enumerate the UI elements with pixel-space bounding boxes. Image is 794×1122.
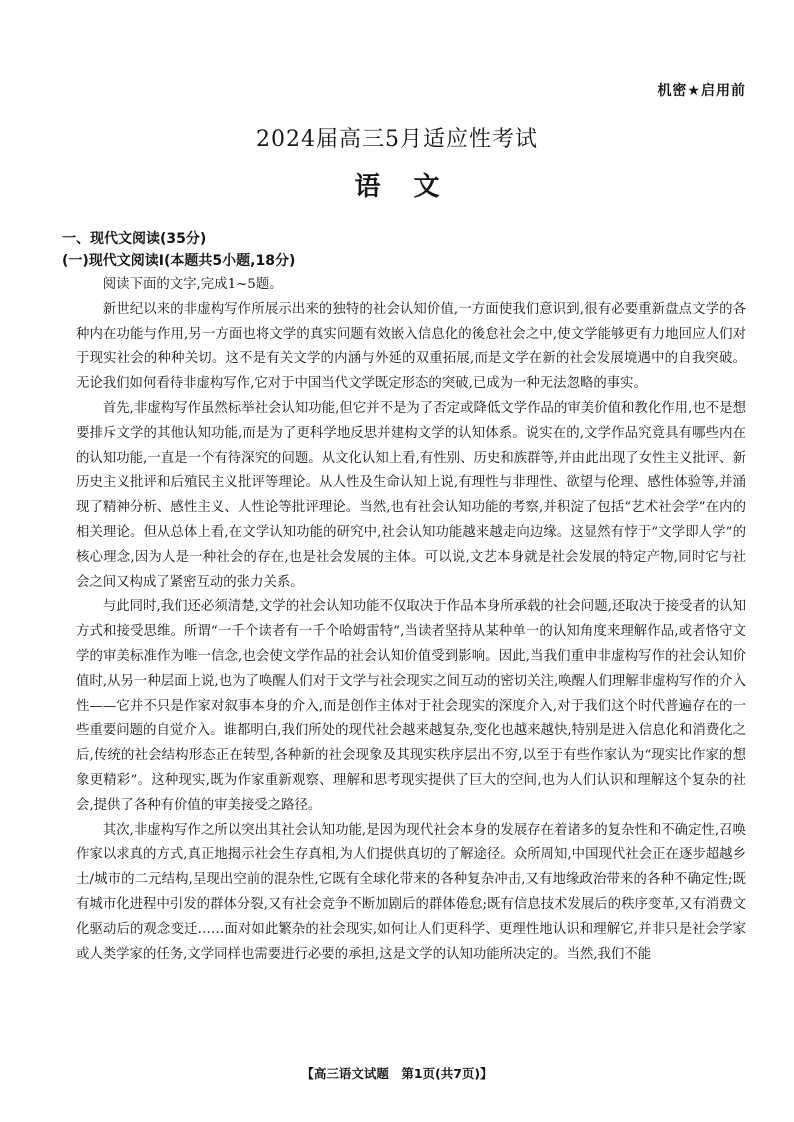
instruction-text: 阅读下面的文字,完成1~5题。: [102, 277, 283, 292]
passage-paragraph-4: 其次,非虚构写作之所以突出其社会认知功能,是因为现代社会本身的发展存在着诸多的复杂性和不确定性,召唤作家以求真的方式,真正地揭示社会生存真相,为人们提供真切的了解途径。众所周知,中国现代社会正在逐步超越乡土/城市的二元结构,呈现出空前的混杂性,它既有全球化带来的各种复杂冲击,又有地缘政治带来的各种不确定性;既有城市化进程中引发的群体分裂,又有社会竞争不断加剧后的群体倦怠;既有信息技术发展后的秩序变革,又有消费文化驱动后的观念变迁……面对如此繁杂的社会现实,如何让人们更科学、更理性地认识和理解它,并非只是社会学家或人类学家的任务,文学同样也需要进行必要的承担,这是文学的认知功能所决定的。当然,我们不能: [76, 822, 746, 962]
passage-paragraph-2: 首先,非虚构写作虽然标举社会认知功能,但它并不是为了否定或降低文学作品的审美价值和教化作用,也不是想要排斥文学的其他认知功能,而是为了更科学地反思并建构文学的认知体系。说实在的,文学作品究竟具有哪些内在的认知功能,一直是一个有待深究的问题。从文化认知上看,有性别、历史和族群等,并由此出现了女性主义批评、新历史主义批评和后殖民主义批评等理论。从人性及生命认知上说,有理性与非理性、欲望与伦理、感性体验等,并涌现了精神分析、感性主义、人性论等批评理论。当然,也有社会认知功能的考察,并积淀了包括“艺术社会学”在内的相关理论。但从总体上看,在文学认知功能的研究中,社会认知功能越来越走向边缘。这显然有悖于“文学即人学”的核心理念,因为人是一种社会的存在,也是社会发展的主体。可以说,文艺本身就是社会发展的特定产物,同时它与社会之间又构成了紧密互动的张力关系。: [76, 400, 746, 590]
passage-paragraph-3: 与此同时,我们还必须清楚,文学的社会认知功能不仅取决于作品本身所承载的社会问题,还取决于接受者的认知方式和接受思维。所谓“一千个读者有一千个哈姆雷特”,当读者坚持从某种单一的认知角度来理解作品,或者恪守文学的审美标准作为唯一信念,也会使文学作品的社会认知价值受到影响。因此,当我们重申非虚构写作的社会认知价值时,从另一种层面上说,也为了唤醒人们对于文学与社会现实之间互动的密切关注,唤醒人们理解非虚构写作的介入性——它并不只是作家对叙事本身的介入,而是创作主体对于社会现实的深度介入,对于我们这个时代普遍存在的一些重要问题的自觉介入。谁都明白,我们所处的现代社会越来越复杂,变化也越来越快,特别是进入信息化和消费化之后,传统的社会结构形态正在转型,各种新的社会现象及其现实秩序层出不穷,以至于有些作家认为“现实比作家的想象更精彩”。这种现实,既为作家重新观察、理解和思考现实提供了巨大的空间,也为人们认识和理解这个复杂的社会,提供了各种有价值的审美接受之路径。: [76, 599, 746, 813]
page-footer: 【高三语文试题 第1页(共7页)】: [301, 1066, 493, 1081]
section-subheading: (一)现代文阅读Ⅰ(本题共5小题,18分): [62, 253, 296, 269]
passage-paragraph-1: 新世纪以来的非虚构写作所展示出来的独特的社会认知价值,一方面使我们意识到,很有必要重新盘点文学的各种内在功能与作用,另一方面也将文学的真实问题有效嵌入信息化的後怠社会之中,使文学能够更有力地回应人们对于现实社会的种种关切。这不是有关文学的内涵与外延的双重拓展,而是文学在新的社会发展境遇中的自我突破。无论我们如何看待非虚构写作,它对于中国当代文学既定形态的突破,已成为一种无法忽略的事实。: [76, 301, 746, 392]
reading-passage: [76, 273, 746, 967]
subject-title: 语 文: [354, 172, 452, 202]
confidential-label: 机密★启用前: [657, 83, 746, 99]
section-heading: 一、现代文阅读(35分): [62, 231, 207, 247]
exam-title: 2024届高三5月适应性考试: [256, 127, 538, 152]
